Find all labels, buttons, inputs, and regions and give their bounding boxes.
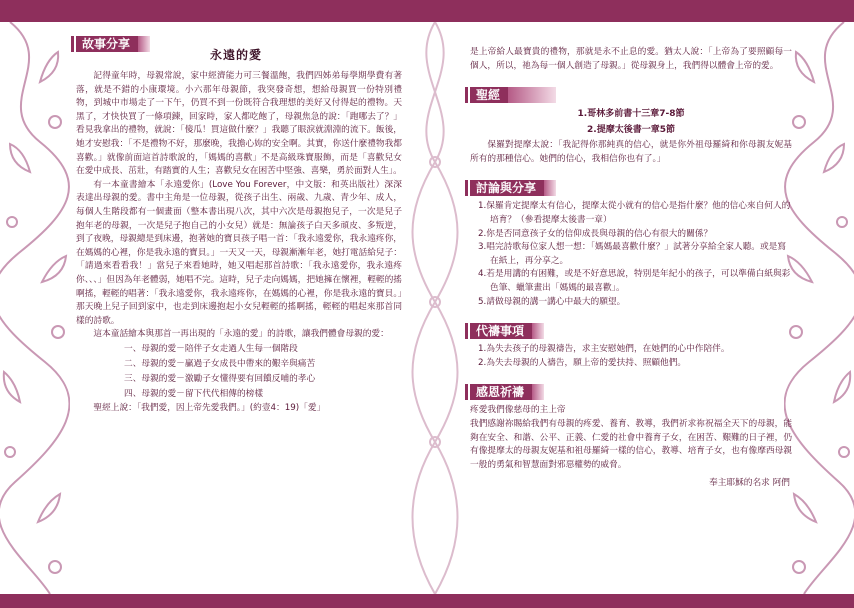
center-floral-ornament — [405, 22, 465, 594]
list-item: 1.為失去孩子的母親禱告，求主安慰她們，在她們的心中作陪伴。 — [478, 344, 730, 355]
story-continuation: 是上帝給人最寶貴的禮物，那就是永不止息的愛。猶太人說：「上帝為了要照顧每一個人，所以，祂為每一個人創造了母親。」從母親身上，我們得以體會上帝的愛。 — [470, 47, 792, 71]
intercession-heading: 代禱事項 — [470, 323, 532, 339]
thanksgiving-section-header — [470, 384, 792, 400]
story-paragraph-4: 聖經上說：「我們愛，因上帝先愛我們。」(約壹4：19)「愛」 — [93, 402, 326, 413]
list-item: 3.唱完詩歌每位家人想一想：「媽媽最喜歡什麼？」試著分享給全家人聽。或是寫在紙上，再分享之。 — [478, 242, 787, 266]
bottom-band — [0, 594, 854, 608]
story-paragraph-2: 有一本童書繪本「永遠愛你」(Love You Forever，中文版：和英出版社）深深表達出母親的愛。書中主角是一位母親，從孩子出生、兩歲、九歲、青少年、成人，每個人生階段都有一個畫面（整本書出現八次，其中六次是母親抱兒子，一次是兒子抱年老的母親，一次是兒子抱自己的小女兒）就是：無論孩子白天多頑皮、多叛逆，到了夜晚，母親總是到床邊，抱著她的寶貝孩子唱一首：「我永遠愛你，我永遠疼你，在媽媽的心裡，你是我永遠的寶貝。」一天又一天，母親漸漸年老，她打電話給兒子：「請過來看看我！」當兒子來看她時，她又唱起那首詩歌：「我永遠愛你，我永遠疼你、、、」但因為年老體弱，她唱不完。這時，兒子走向媽媽，把她擁在懷裡，輕輕的搖啊搖，輕輕的唱著：「我永遠愛你，我永遠疼你，在媽媽的心裡，你是我永遠的寶貝。」那天晚上兒子回到家中，也走到床邊抱起小女兒輕輕的搖啊搖，輕輕的唱起來那首同樣的詩歌。 — [76, 179, 402, 326]
scripture-text: 保羅對提摩太說：「我記得你那純真的信心，就是你外祖母羅綺和你母親友妮基所有的那種信心。她們的信心，我相信你也有了。」 — [470, 140, 792, 164]
list-item: 2.你是否同意孩子女的信仰成長與母親的信心有很大的關係？ — [478, 228, 713, 239]
top-band — [0, 0, 854, 22]
list-item: 1.保羅肯定提摩太有信心，提摩太從小就有的信心是指什麼？他的信心來自何人的培育？（參看提摩太後書一章） — [478, 201, 791, 225]
header-accent — [532, 384, 544, 400]
intercession-section-header — [470, 323, 792, 339]
list-item: 4.若是用講的有困難，或是不好意思說，特別是年紀小的孩子，可以準備白紙與彩色筆、蠟筆畫出「媽媽的最喜歡」。 — [478, 269, 791, 293]
poem-line: 二、母親的愛－贏過子女成長中帶來的艱辛與痛苦 — [124, 358, 316, 369]
story-title: 永遠的愛 — [210, 48, 263, 62]
poem-line: 四、母親的愛－留下代代相傳的榜樣 — [124, 388, 263, 399]
scripture-reference-2: 2.提摩太後書一章5節 — [587, 125, 675, 136]
poem-line: 一、母親的愛－陪伴子女走過人生每一個階段 — [124, 343, 298, 354]
story-heading: 故事分享 — [76, 36, 138, 52]
prayer-text: 我們感謝祢賜給我們有母親的疼愛、養育、教導，我們祈求祢祝福全天下的母親，能夠在安全、和諧、公平、正義、仁愛的社會中養育子女，在困苦、艱難的日子裡，仍有像提摩太的母親友妮基和祖母羅綺一樣的信心，教導、培育子女，也有像摩西母親一般的勇氣和智慧面對邪惡權勢的威脅。 — [470, 418, 792, 470]
discussion-list — [470, 200, 792, 309]
left-floral-ornament — [0, 22, 70, 594]
scripture-section-header — [470, 87, 792, 103]
header-accent — [544, 180, 556, 196]
header-accent — [138, 36, 150, 52]
story-paragraph-1: 記得童年時，母親常說，家中經濟能力可三餐溫飽，我們四姊弟每學期學費有著落，就是不錯的小康環境。小六那年母親節，我突發奇想，想給母親買一份特別禮物，到城中市場走了一下午，仍買不到一份既符合我理想的美好又付得起的禮物。天黑了，才快快買了一條項鍊，回家時，家人都吃飽了，母親焦急的說：「跑哪去了？」看見我拿出的禮物，就說：「傻瓜！買這做什麼？」我聽了眼淚就淵淵的流下。飯後，她才安慰我：「不是禮物不好，那麼晚，我擔心妳的安全啊。其實，你送什麼禮物我都喜歡。」就像前面這首詩歌說的，「媽媽的喜歡」不是高級珠寶服飾，而是「喜歡兒女在愛中成長、茁壯，有踏實的人生；喜歡兒女在困苦中堅強、喜樂，勇於面對人生」。 — [76, 71, 402, 177]
right-column — [470, 36, 792, 490]
list-item: 5.請做母親的講一講心中最大的願望。 — [478, 296, 626, 307]
thanksgiving-heading: 感恩祈禱 — [470, 384, 532, 400]
scripture-reference-1: 1.哥林多前書十三章7-8節 — [577, 109, 685, 120]
intercession-list — [470, 343, 792, 370]
poem-line: 三、母親的愛－激勵子女懂得要有回饋反哺的孝心 — [124, 373, 316, 384]
list-item: 2.為失去母親的人禱告，願上帝的愛扶持、照顧他們。 — [478, 357, 687, 368]
prayer-closing: 奉主耶穌的名求 阿們 — [709, 478, 790, 489]
poem-list — [76, 342, 402, 402]
scripture-heading: 聖經 — [470, 87, 508, 103]
story-paragraph-3: 這本童話繪本與那首一再出現的「永遠的愛」的詩歌，讓我們體會母親的愛： — [93, 329, 389, 340]
story-column — [76, 36, 402, 415]
right-floral-ornament — [784, 22, 854, 594]
header-accent — [532, 323, 544, 339]
discussion-heading: 討論與分享 — [470, 180, 544, 196]
prayer-address: 疼愛我們像慈母的主上帝 — [470, 405, 566, 416]
discussion-section-header — [470, 180, 792, 196]
header-accent — [508, 87, 556, 103]
